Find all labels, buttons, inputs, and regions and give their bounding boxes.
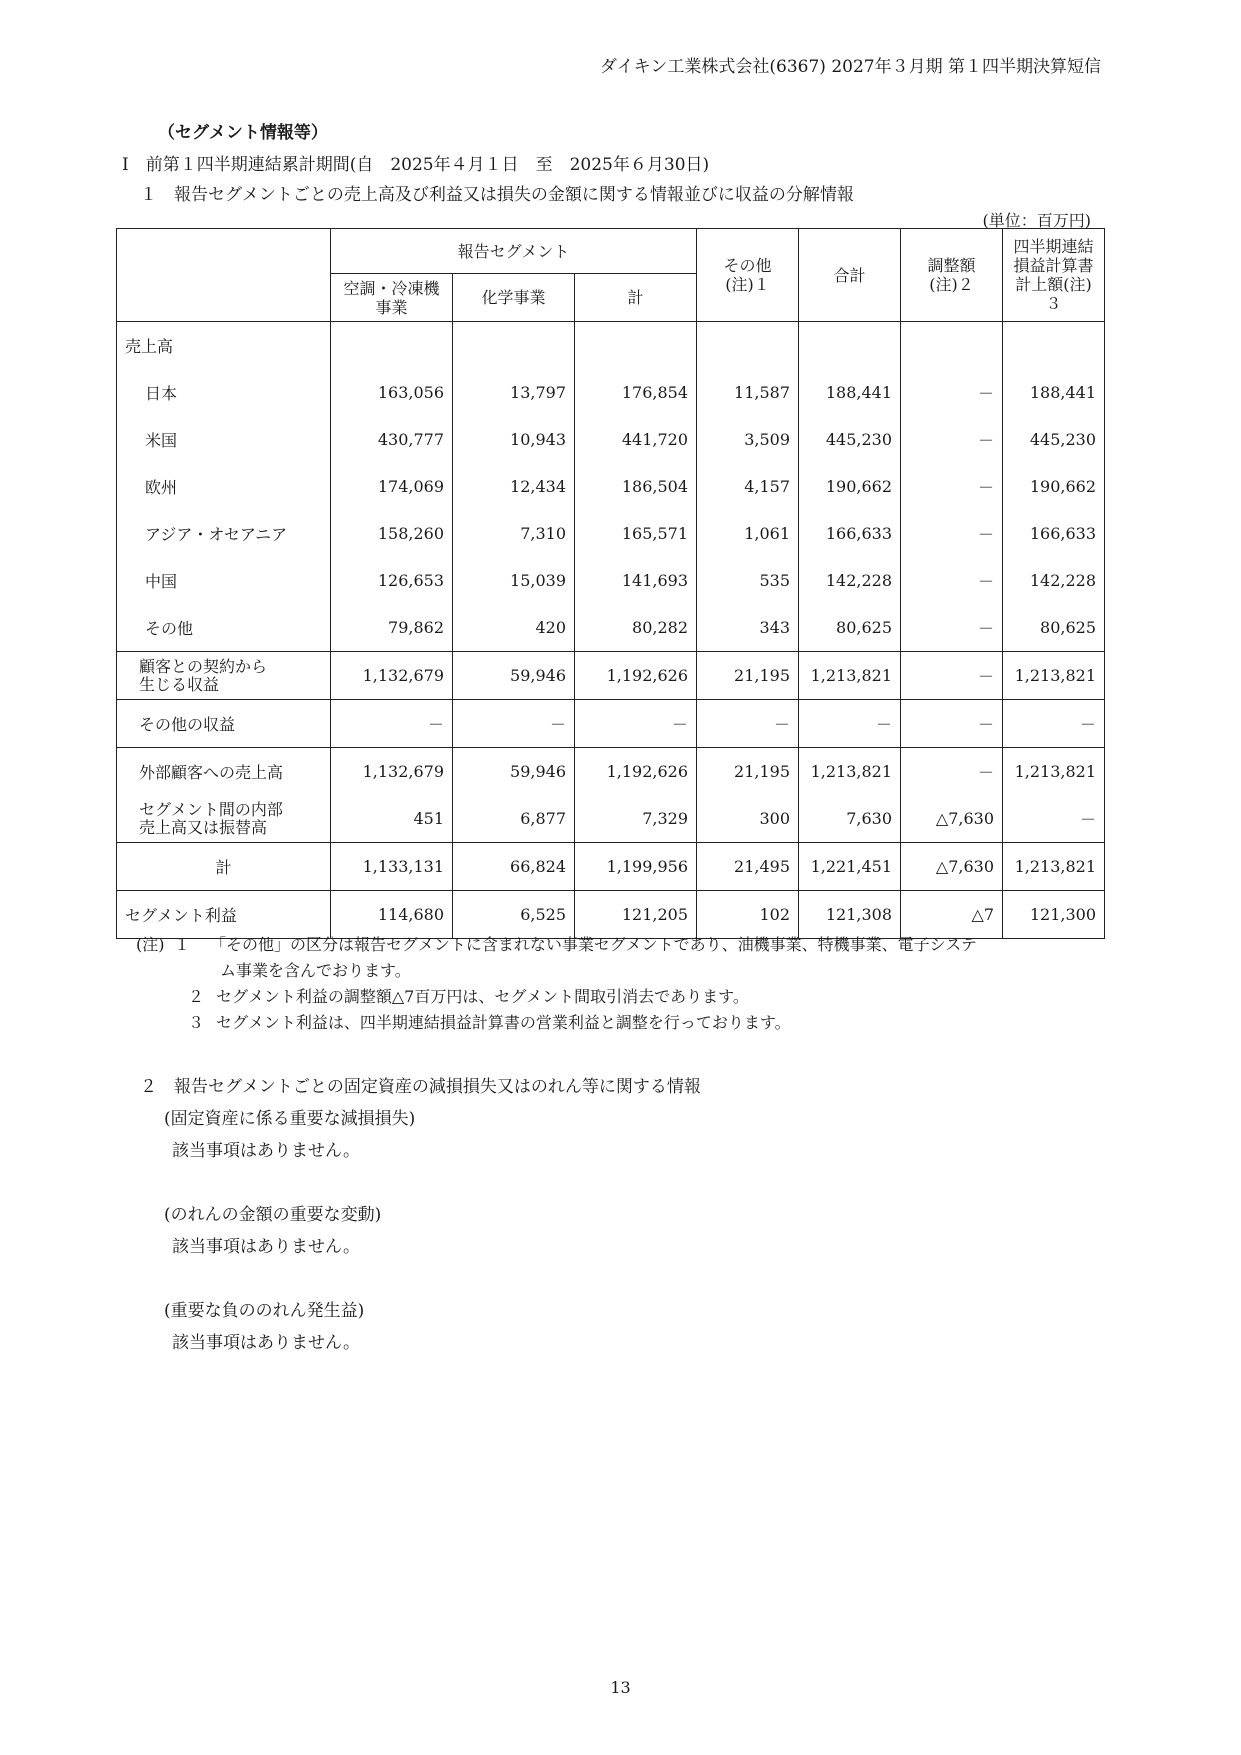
cell: 66,824 <box>453 843 575 891</box>
cell: － <box>901 510 1003 557</box>
cell: 165,571 <box>575 510 697 557</box>
cell: 188,441 <box>1003 369 1105 416</box>
header-aircon: 空調・冷凍機事業 <box>331 274 453 322</box>
cell: 174,069 <box>331 463 453 510</box>
row-label: 日本 <box>117 369 331 416</box>
cell: 163,056 <box>331 369 453 416</box>
cell: 445,230 <box>799 416 901 463</box>
cell: 186,504 <box>575 463 697 510</box>
notes <box>136 932 977 1036</box>
cell: 7,630 <box>799 795 901 843</box>
cell: 21,495 <box>697 843 799 891</box>
cell: 10,943 <box>453 416 575 463</box>
cell: 430,777 <box>331 416 453 463</box>
cell: 190,662 <box>1003 463 1105 510</box>
row-label: 米国 <box>117 416 331 463</box>
cell: 1,199,956 <box>575 843 697 891</box>
cell: 1,221,451 <box>799 843 901 891</box>
cell: 300 <box>697 795 799 843</box>
row-label-intersegment: セグメント間の内部 売上高又は振替高 <box>117 795 331 843</box>
impairment-heading: (固定資産に係る重要な減損損失) <box>164 1109 416 1129</box>
cell: － <box>453 700 575 748</box>
cell: 80,625 <box>799 604 901 652</box>
cell: 6,525 <box>453 891 575 939</box>
cell: 1,213,821 <box>1003 652 1105 700</box>
cell: － <box>901 557 1003 604</box>
cell: 142,228 <box>799 557 901 604</box>
cell: △7,630 <box>901 843 1003 891</box>
cell: － <box>901 604 1003 652</box>
cell: 1,133,131 <box>331 843 453 891</box>
negative-goodwill-heading: (重要な負ののれん発生益) <box>164 1301 365 1321</box>
row-label-other-revenue: その他の収益 <box>117 700 331 748</box>
cell: － <box>575 700 697 748</box>
cell: 79,862 <box>331 604 453 652</box>
cell: 15,039 <box>453 557 575 604</box>
cell: － <box>901 463 1003 510</box>
cell: 166,633 <box>1003 510 1105 557</box>
row-label: アジア・オセアニア <box>117 510 331 557</box>
cell: 7,329 <box>575 795 697 843</box>
cell: － <box>1003 795 1105 843</box>
cell: 1,192,626 <box>575 652 697 700</box>
cell: 190,662 <box>799 463 901 510</box>
cell: 21,195 <box>697 652 799 700</box>
section-2-title: ２ 報告セグメントごとの固定資産の減損損失又はのれん等に関する情報 <box>140 1077 701 1097</box>
cell: 80,282 <box>575 604 697 652</box>
cell: 1,213,821 <box>1003 748 1105 796</box>
cell: 21,195 <box>697 748 799 796</box>
table-row <box>117 557 1105 604</box>
cell: 59,946 <box>453 748 575 796</box>
header-adjustment: 調整額(注)２ <box>901 229 1003 322</box>
cell: 142,228 <box>1003 557 1105 604</box>
row-label: 欧州 <box>117 463 331 510</box>
cell: 1,192,626 <box>575 748 697 796</box>
cell: 158,260 <box>331 510 453 557</box>
cell: 121,205 <box>575 891 697 939</box>
cell: 126,653 <box>331 557 453 604</box>
note-2-number: ２ <box>188 987 205 1006</box>
cell: 4,157 <box>697 463 799 510</box>
cell: 343 <box>697 604 799 652</box>
cell: △7,630 <box>901 795 1003 843</box>
subsection-heading-1: １ 報告セグメントごとの売上高及び利益又は損失の金額に関する情報並びに収益の分解情報 <box>140 185 854 205</box>
table-row <box>117 604 1105 652</box>
cell: 535 <box>697 557 799 604</box>
table-row <box>117 510 1105 557</box>
segment-table <box>116 228 1105 939</box>
cell: 6,877 <box>453 795 575 843</box>
cell: 451 <box>331 795 453 843</box>
row-label: その他 <box>117 604 331 652</box>
row-label-total: 計 <box>117 843 331 891</box>
cell: 11,587 <box>697 369 799 416</box>
header-total: 合計 <box>799 229 901 322</box>
goodwill-text: 該当事項はありません。 <box>172 1237 361 1257</box>
cell: － <box>799 700 901 748</box>
cell: 121,300 <box>1003 891 1105 939</box>
row-label-external: 外部顧客への売上高 <box>117 748 331 796</box>
cell: － <box>901 700 1003 748</box>
cell: 1,132,679 <box>331 652 453 700</box>
cell: － <box>1003 700 1105 748</box>
cell: 1,213,821 <box>799 748 901 796</box>
negative-goodwill-text: 該当事項はありません。 <box>172 1333 361 1353</box>
cell: 3,509 <box>697 416 799 463</box>
cell: 12,434 <box>453 463 575 510</box>
cell: 441,720 <box>575 416 697 463</box>
goodwill-heading: (のれんの金額の重要な変動) <box>164 1205 382 1225</box>
cell: 176,854 <box>575 369 697 416</box>
cell: 59,946 <box>453 652 575 700</box>
row-label-segment-profit: セグメント利益 <box>117 891 331 939</box>
cell: － <box>901 369 1003 416</box>
cell: △7 <box>901 891 1003 939</box>
cell: 13,797 <box>453 369 575 416</box>
cell: 1,061 <box>697 510 799 557</box>
notes-label: (注) <box>136 935 165 954</box>
cell: 1,213,821 <box>1003 843 1105 891</box>
section-title: （セグメント情報等） <box>158 123 328 143</box>
header-subtotal: 計 <box>575 274 697 322</box>
table-row <box>117 463 1105 510</box>
impairment-text: 該当事項はありません。 <box>172 1141 361 1161</box>
header-chemicals: 化学事業 <box>453 274 575 322</box>
cell: 121,308 <box>799 891 901 939</box>
cell: 80,625 <box>1003 604 1105 652</box>
row-label-contract: 顧客との契約から 生じる収益 <box>117 652 331 700</box>
header-empty <box>117 229 331 322</box>
cell: 114,680 <box>331 891 453 939</box>
cell: 141,693 <box>575 557 697 604</box>
section-2 <box>140 1074 701 1356</box>
row-label: 中国 <box>117 557 331 604</box>
note-1-number: １ <box>174 935 191 954</box>
cell: － <box>331 700 453 748</box>
cell: 1,132,679 <box>331 748 453 796</box>
cell: 102 <box>697 891 799 939</box>
table-row <box>117 416 1105 463</box>
cell: － <box>697 700 799 748</box>
table-row <box>117 369 1105 416</box>
cell: － <box>901 416 1003 463</box>
header-report-segment: 報告セグメント <box>331 229 697 274</box>
note-1-text: 「その他」の区分は報告セグメントに含まれない事業セグメントであり、油機事業、特機事業、電子システ <box>210 935 977 954</box>
period-heading: Ⅰ 前第１四半期連結累計期間(自 2025年４月１日 至 2025年６月30日) <box>122 155 710 175</box>
cell: － <box>901 748 1003 796</box>
row-label-sales: 売上高 <box>117 322 331 370</box>
cell: 1,213,821 <box>799 652 901 700</box>
note-3-text: セグメント利益は、四半期連結損益計算書の営業利益と調整を行っております。 <box>216 1013 791 1032</box>
note-1-text-cont: ム事業を含んでおります。 <box>220 961 411 980</box>
region-rows <box>117 369 1105 652</box>
cell: 445,230 <box>1003 416 1105 463</box>
cell: － <box>901 652 1003 700</box>
page-number: 13 <box>610 1678 631 1697</box>
header-consolidated: 四半期連結損益計算書計上額(注)３ <box>1003 229 1105 322</box>
unit-label: (単位：百万円) <box>982 211 1091 230</box>
note-3-number: ３ <box>188 1013 205 1032</box>
note-2-text: セグメント利益の調整額△7百万円は、セグメント間取引消去であります。 <box>216 987 749 1006</box>
cell: 420 <box>453 604 575 652</box>
cell: 188,441 <box>799 369 901 416</box>
page-header: ダイキン工業株式会社(6367) 2027年３月期 第１四半期決算短信 <box>599 57 1101 77</box>
header-other: その他(注)１ <box>697 229 799 322</box>
cell: 7,310 <box>453 510 575 557</box>
cell: 166,633 <box>799 510 901 557</box>
